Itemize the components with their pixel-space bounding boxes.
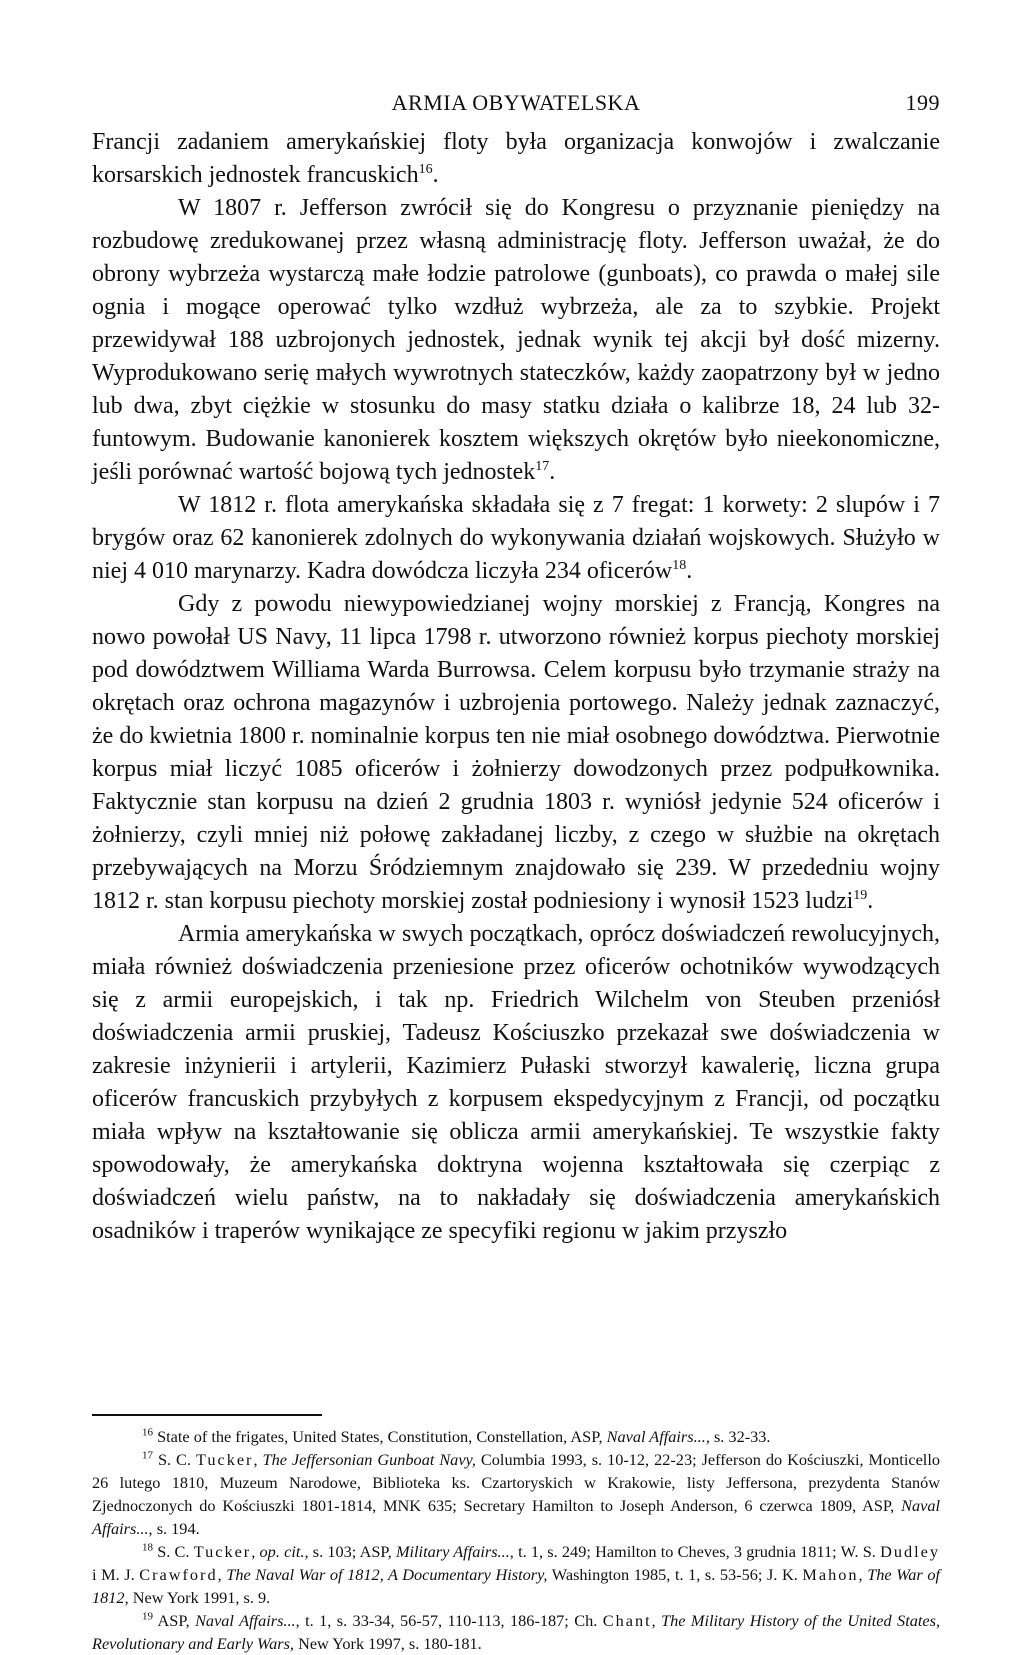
page-number: 199: [905, 90, 940, 115]
footnote-divider: [92, 1414, 322, 1416]
footnote-number: 19: [142, 1610, 153, 1623]
footnote-18: $^{18}$ S. C. Tucker, op. cit., s. 103; ASP, Military Affairs..., t. 1, s. 249; Hamilton to Cheves, 3 grudnia 1811; W. S. Dudley i M. J. Crawford, The Naval War of 1812, A Documentary History, Washington 1985, t. 1, s. 53-56; J. K. Mahon, The War of 1812, New York 1991, s. 9.: [92, 1541, 940, 1607]
footnote-ref-16[interactable]: 16: [418, 162, 433, 177]
footnote-19: $^{19}$ ASP, Naval Affairs..., t. 1, s. 33-34, 56-57, 110-113, 186-187; Ch. Chant, The Military History of the United States, Revolutionary and Early Wars, New York 1997, s. 180-181.: [92, 1610, 941, 1653]
body-text: [92, 126, 940, 1248]
footnote-16: $^{16}$ State of the frigates, United States, Constitution, Constellation, ASP, Naval Affairs..., s. 32-33.: [142, 1426, 771, 1446]
footnote-ref-17[interactable]: 17: [535, 459, 550, 474]
paragraph-2: W 1807 r. Jefferson zwrócił się do Kongresu o przyznanie pieniędzy na rozbudowę zredukowanej przez własną administrację floty. Jefferson uważał, że do obrony wybrzeża wystarczą małe łodzie patrolowe (gunboats), co prawda o małej sile ognia i mogące operować tylko wzdłuż wybrzeża, ale za to szybkie. Projekt przewidywał 188 uzbrojonych jednostek, jednak wynik tej akcji był dość mizerny. Wyprodukowano serię małych wywrotnych stateczków, każdy zaopatrzony był w jedno lub dwa, zbyt ciężkie w stosunku do masy statku działa o kalibrze 18, 24 lub 32-funtowym. Budowanie kanonierek kosztem większych okrętów było nieekonomiczne, jeśli porównać wartość bojową tych jednostek$^{17}$.: [92, 195, 940, 485]
page-content: [92, 86, 940, 1248]
paragraph-5: Armia amerykańska w swych początkach, oprócz doświadczeń rewolucyjnych, miała również doświadczenia przeniesione przez oficerów ochotników wywodzących się z armii europejskich, i tak np. Friedrich Wilchelm von Steuben przeniósł doświadczenia armii pruskiej, Tadeusz Kościuszko przekazał swe doświadczenia w zakresie inżynierii i artylerii, Kazimierz Pułaski stworzył kawalerię, liczna grupa oficerów francuskich przybyłych z korpusem ekspedycyjnym z Francji, od początku miała wpływ na kształtowanie się oblicza armii amerykańskiej. Te wszystkie fakty spowodowały, że amerykańska doktryna wojenna kształtowała się czerpiąc z doświadczeń wielu państw, na to nakładały się doświadczenia amerykańskich osadników i traperów wynikające ze specyfiki regionu w jakim przyszło: [92, 921, 940, 1244]
footnote-ref-19[interactable]: 19: [853, 888, 868, 903]
running-head: [92, 86, 940, 126]
footnote-17: $^{17}$ S. C. Tucker, The Jeffersonian Gunboat Navy, Columbia 1993, s. 10-12, 22-23; Jefferson do Kościuszki, Monticello 26 lutego 1810, Muzeum Narodowe, Biblioteka ks. Czartoryskich w Krakowie, listy Jeffersona, prezydenta Stanów Zjednoczonych do Kościuszki 1801-1814, MNK 635; Secretary Hamilton to Joseph Anderson, 6 czerwca 1809, ASP, Naval Affairs..., s. 194.: [92, 1449, 940, 1538]
paragraph-3: W 1812 r. flota amerykańska składała się z 7 fregat: 1 korwety: 2 slupów i 7 brygów oraz 62 kanonierek zdolnych do wykonywania działań wojskowych. Służyło w niej 4 010 marynarzy. Kadra dowódcza liczyła 234 oficerów$^{18}$.: [92, 492, 940, 584]
footnote-number: 17: [142, 1449, 153, 1462]
running-title: ARMIA OBYWATELSKA: [391, 90, 641, 115]
footnote-number: 16: [142, 1426, 153, 1439]
footnotes: [92, 1425, 940, 1655]
footnote-ref-18[interactable]: 18: [672, 558, 687, 573]
paragraph-1: Francji zadaniem amerykańskiej floty była organizacja konwojów i zwalczanie korsarskich jednostek francuskich$^{16}$.: [92, 129, 940, 188]
paragraph-4: Gdy z powodu niewypowiedzianej wojny morskiej z Francją, Kongres na nowo powołał US Navy, 11 lipca 1798 r. utworzono również korpus piechoty morskiej pod dowództwem Williama Warda Burrowsa. Celem korpusu było trzymanie straży na okrętach oraz ochrona magazynów i uzbrojenia portowego. Należy jednak zaznaczyć, że do kwietnia 1800 r. nominalnie korpus ten nie miał osobnego dowództwa. Pierwotnie korpus miał liczyć 1085 oficerów i żołnierzy dowodzonych przez podpułkownika. Faktycznie stan korpusu na dzień 2 grudnia 1803 r. wyniósł jedynie 524 oficerów i żołnierzy, czyli mniej niż połowę zakładanej liczby, z czego w służbie na okrętach przebywających na Morzu Śródziemnym znajdowało się 239. W przededniu wojny 1812 r. stan korpusu piechoty morskiej został podniesiony i wynosił 1523 ludzi$^{19}$.: [92, 591, 940, 914]
footnote-number: 18: [142, 1541, 153, 1554]
